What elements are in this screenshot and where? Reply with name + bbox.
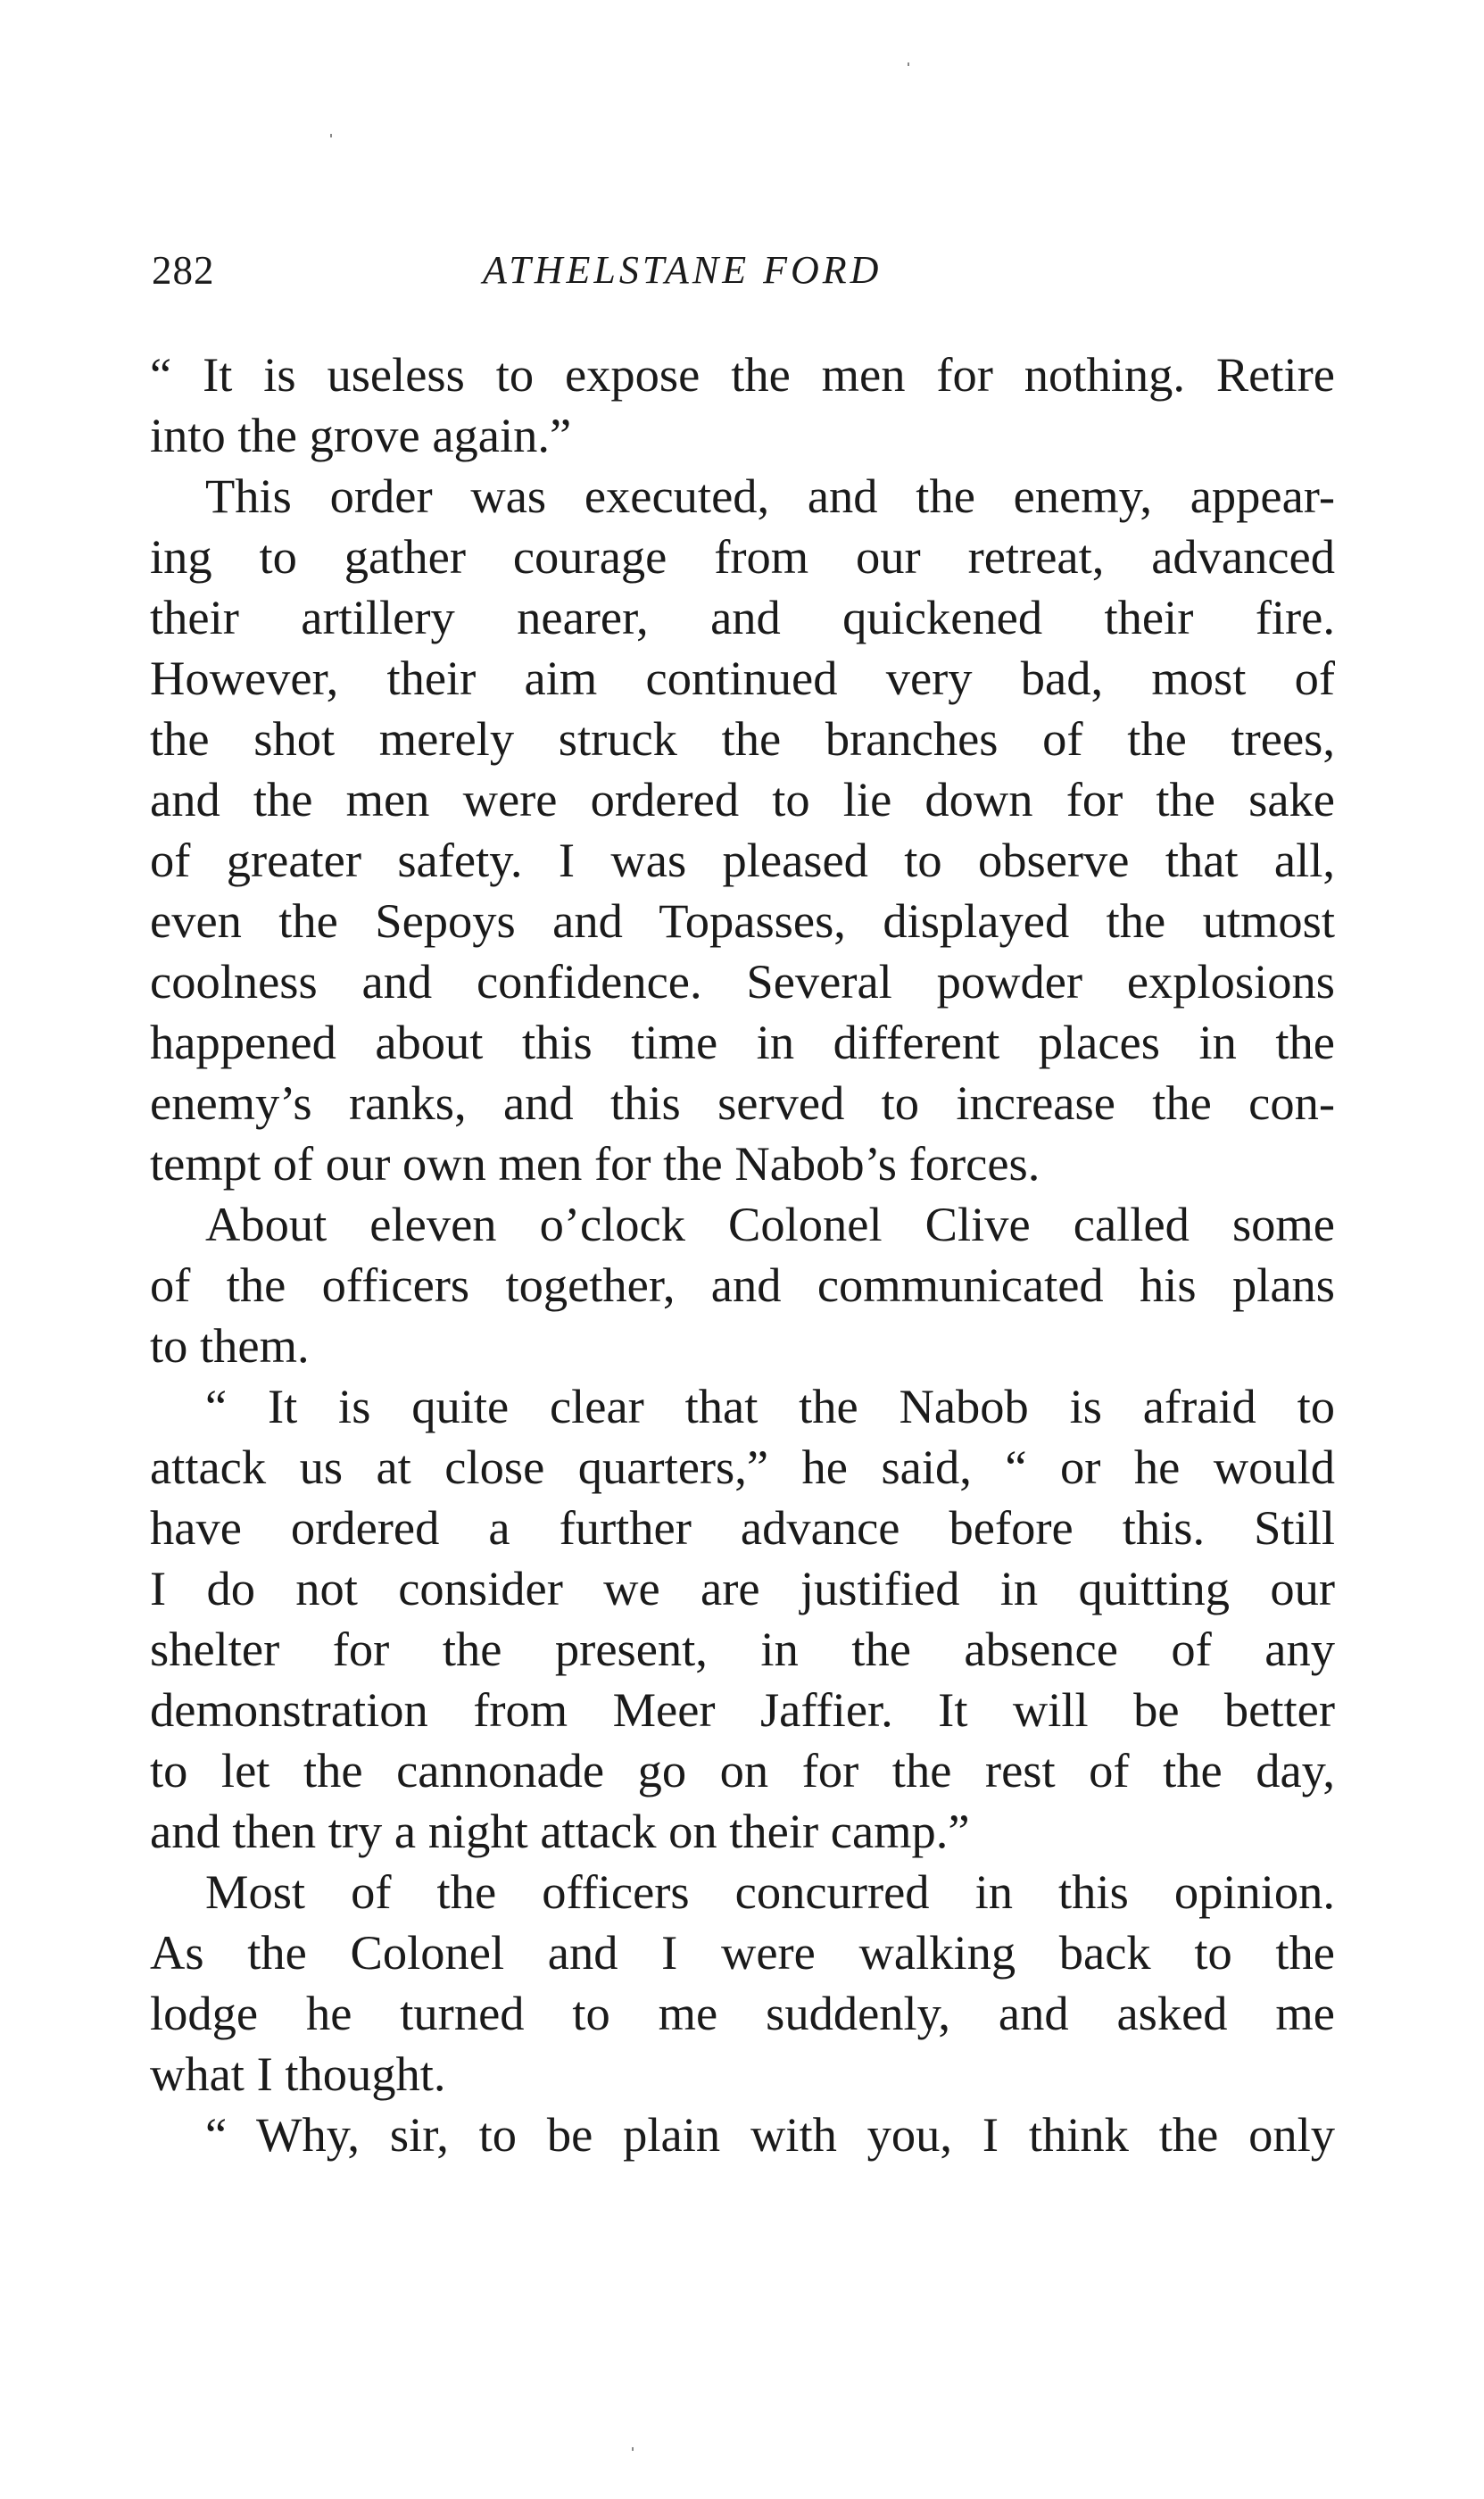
text-line: coolness and confidence. Several powder explosions: [150, 954, 1335, 1009]
text-line: and the men were ordered to lie down for the sake: [150, 772, 1335, 826]
text-line: As the Colonel and I were walking back to the: [150, 1925, 1335, 1980]
text-line: to let the cannonade go on for the rest of the day,: [150, 1743, 1335, 1797]
text-line: “ Why, sir, to be plain with you, I think the only: [205, 2107, 1335, 2162]
body-text: [150, 345, 1335, 2165]
text-line: attack us at close quarters,” he said, “ or he would: [150, 1440, 1335, 1494]
text-line: demonstration from Meer Jaffier. It will be better: [150, 1682, 1335, 1737]
text-line: the shot merely struck the branches of the trees,: [150, 711, 1335, 766]
text-line: their artillery nearer, and quickened their fire.: [150, 590, 1335, 644]
text-line: shelter for the present, in the absence of any: [150, 1622, 1335, 1676]
text-line: to them.: [150, 1318, 310, 1373]
text-line: of greater safety. I was pleased to observe that all,: [150, 833, 1335, 887]
text-line: into the grove again.”: [150, 408, 572, 462]
text-line: and then try a night attack on their camp.”: [150, 1804, 970, 1858]
text-line: happened about this time in different places in the: [150, 1015, 1335, 1069]
text-line: This order was executed, and the enemy, appear-: [205, 469, 1335, 523]
text-line: Most of the officers concurred in this opinion.: [205, 1864, 1335, 1919]
scan-speck: [330, 134, 332, 137]
scan-speck: [908, 62, 909, 66]
text-line: enemy’s ranks, and this served to increase the con-: [150, 1075, 1335, 1130]
text-line: About eleven o’clock Colonel Clive called some: [205, 1197, 1335, 1251]
text-line: However, their aim continued very bad, most of: [150, 651, 1335, 705]
text-line: lodge he turned to me suddenly, and asked me: [150, 1986, 1335, 2040]
page-number: 282: [152, 248, 215, 293]
text-line: what I thought.: [150, 2047, 446, 2101]
scan-speck: [632, 2447, 634, 2451]
text-line: have ordered a further advance before this. Still: [150, 1500, 1335, 1555]
text-line: tempt of our own men for the Nabob’s forces.: [150, 1136, 1040, 1191]
text-line: I do not consider we are justified in quitting our: [150, 1561, 1335, 1615]
text-line: ing to gather courage from our retreat, advanced: [150, 529, 1335, 584]
text-line: “ It is quite clear that the Nabob is afraid to: [205, 1379, 1335, 1433]
text-line: even the Sepoys and Topasses, displayed the utmost: [150, 893, 1335, 948]
text-line: of the officers together, and communicated his plans: [150, 1258, 1335, 1312]
running-title: ATHELSTANE FORD: [483, 248, 883, 292]
page-header: [152, 239, 1339, 302]
text-line: “ It is useless to expose the men for nothing. Retire: [150, 347, 1335, 402]
